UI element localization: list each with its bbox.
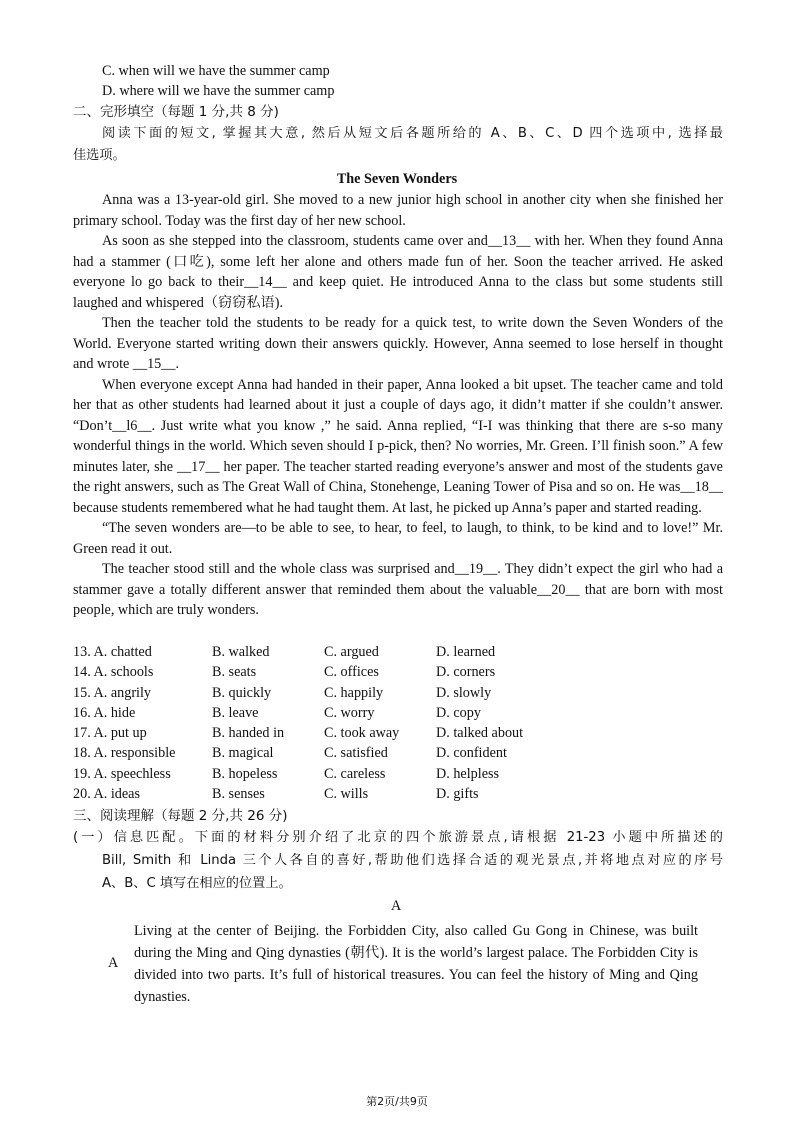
option-cell: C. took away <box>324 725 400 742</box>
option-cell: 19. A. speechless <box>73 765 171 782</box>
section3-instruction-line2: Bill, Smith 和 Linda 三个人各自的喜好,帮助他们选择合适的观光景点,并将地点对应的序号 <box>102 853 723 868</box>
option-cell: C. happily <box>324 684 384 701</box>
option-cell: B. handed in <box>212 725 285 742</box>
options-row-18 <box>73 743 586 763</box>
option-cell: B. magical <box>212 745 274 762</box>
options-row-15 <box>73 683 586 703</box>
option-cell: B. quickly <box>212 684 272 701</box>
option-cell: B. hopeless <box>212 765 278 782</box>
option-cell: B. leave <box>212 704 259 721</box>
option-c-prev: C. when will we have the summer camp <box>102 63 330 79</box>
option-cell: B. walked <box>212 644 270 660</box>
page-footer: 第2页/共9页 <box>366 1095 428 1108</box>
section2-instruction-line2: 佳选项。 <box>73 148 126 163</box>
options-table <box>73 642 586 804</box>
option-cell: 14. A. schools <box>73 664 154 681</box>
section2-instruction-line1: 阅读下面的短文, 掌握其大意, 然后从短文后各题所给的 A、B、C、D 四个选项中, 选择最 <box>102 126 723 141</box>
option-cell: C. worry <box>324 704 375 721</box>
option-cell: C. satisfied <box>324 745 388 762</box>
section3-heading: 三、阅读理解（每题 2 分,共 26 分) <box>73 808 288 824</box>
option-cell: D. confident <box>436 745 507 762</box>
option-cell: D. learned <box>436 644 496 660</box>
passage-paragraph-1: Anna was a 13-year-old girl. She moved to a new junior high school in another city when she finished her primary school. Today was the first day of her new school. <box>73 192 723 229</box>
option-cell: D. gifts <box>436 786 479 803</box>
options-row-20 <box>73 784 586 804</box>
section2-heading: 二、完形填空（每题 1 分,共 8 分) <box>73 104 279 120</box>
option-cell: D. helpless <box>436 765 500 782</box>
passage-paragraph-4: When everyone except Anna had handed in their paper, Anna looked a bit upset. The teacher came and told her that as other students had learned about it just a couple of days ago, it didn’t matter if she couldn’t answer. “Don’t__l6__. Just write what you know ,” he said. Anna replied, “I-I was thinking that there are s-so many wonderful things in the world. Which seven should I p-pick, then? No worries, Mr. Green. I’ll finish soon.” A few minutes later, she __17__ her paper. The teacher started reading everyone’s answer and most of the students gave the right answers, such as The Great Wall of China, Stonehenge, Leaning Tower of Pisa and so on. He was__18__ because students remembered what he had taught them. At last, he picked up Anna’s paper and started reading. <box>73 376 723 516</box>
option-cell: C. wills <box>324 786 369 803</box>
option-cell: 18. A. responsible <box>73 745 176 762</box>
option-cell: B. seats <box>212 664 257 681</box>
option-cell: 15. A. angrily <box>73 684 152 701</box>
options-row-16 <box>73 703 586 723</box>
section3-instruction-line3: A、B、C 填写在相应的位置上。 <box>102 876 292 891</box>
option-cell: C. offices <box>324 664 379 681</box>
options-row-14 <box>73 662 586 682</box>
option-cell: B. senses <box>212 786 265 803</box>
part-letter: A <box>391 898 402 914</box>
passage-paragraph-3: Then the teacher told the students to be ready for a quick test, to write down the Seven Wonders of the World. Everyone started writing down their answers quickly. However, Anna seemed to lose herself in thought and wrote __15__. <box>73 315 723 372</box>
item-a-text: Living at the center of Beijing. the Forbidden City, also called Gu Gong in Chinese, was built during the Ming and Qing dynasties (朝代). It is the world’s largest palace. The Forbidden City is divided into two parts. It’s full of historical treasures. You can feel the history of Ming and Qing dynasties. <box>134 923 698 1005</box>
option-cell: D. talked about <box>436 725 524 742</box>
passage-paragraph-2: As soon as she stepped into the classroom, students came over and__13__ with her. When they found Anna had a stammer (口吃), some left her alone and others made fun of her. Soon the teacher arrived. He asked everyone lo go back to their__14__ and keep quiet. He introduced Anna to the class but some students still laughed and whispered（窃窃私语). <box>73 233 723 311</box>
option-cell: 13. A. chatted <box>73 644 152 660</box>
options-row-17 <box>73 723 586 743</box>
option-cell: D. slowly <box>436 684 492 701</box>
option-cell: 20. A. ideas <box>73 786 140 803</box>
option-cell: 16. A. hide <box>73 704 136 721</box>
option-cell: C. careless <box>324 765 386 782</box>
section3-instruction-line1: (一）信息匹配。下面的材料分别介绍了北京的四个旅游景点,请根据 21-23 小题中所描述的 <box>73 830 723 845</box>
option-cell: D. copy <box>436 704 481 721</box>
item-label: A <box>108 955 119 971</box>
options-row-13 <box>73 642 586 662</box>
passage-paragraph-6: The teacher stood still and the whole class was surprised and__19__. They didn’t expect the girl who had a stammer gave a totally different answer that reminded them about the valuable__20__ that are born with most people, which are truly wonders. <box>73 561 723 618</box>
option-cell: C. argued <box>324 644 379 660</box>
option-cell: 17. A. put up <box>73 725 147 742</box>
passage-body <box>73 190 723 621</box>
passage-title: The Seven Wonders <box>336 171 458 187</box>
option-cell: D. corners <box>436 664 496 681</box>
options-row-19 <box>73 764 586 784</box>
passage-paragraph-5: “The seven wonders are—to be able to see, to hear, to feel, to laugh, to think, to be kind and to love!” Mr. Green read it out. <box>73 520 723 557</box>
option-d-prev: D. where will we have the summer camp <box>102 83 335 99</box>
